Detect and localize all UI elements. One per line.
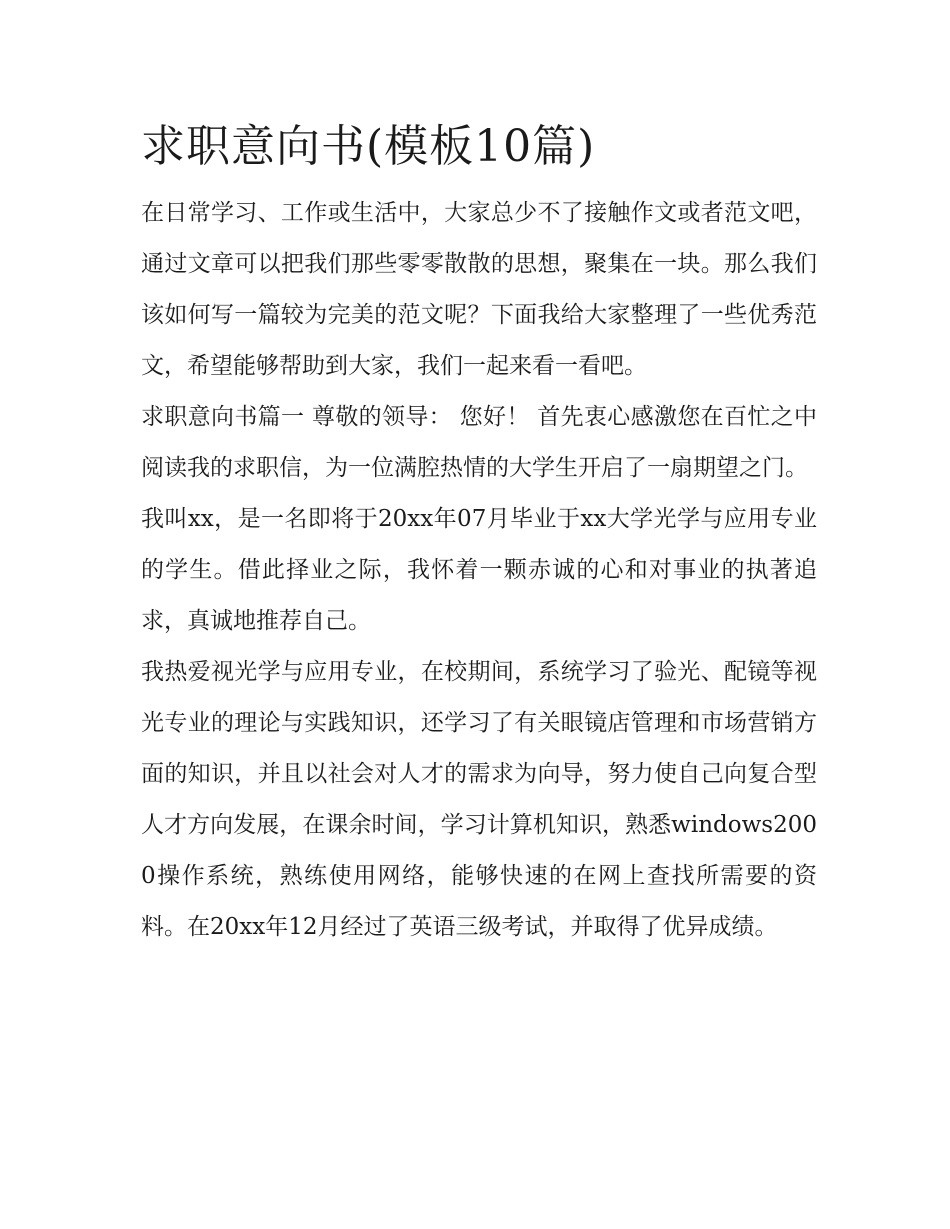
document-body <box>141 118 817 953</box>
paragraph-intro: 在日常学习、工作或生活中，大家总少不了接触作文或者范文吧，通过文章可以把我们那些零零散散的思想，聚集在一块。那么我们该如何写一篇较为完美的范文呢？下面我给大家整理了一些优秀范文，希望能够帮助到大家，我们一起来看一看吧。 <box>141 200 817 379</box>
document-title: 求职意向书(模板10篇) <box>141 121 596 172</box>
paragraph-self-introduction: 我叫xx，是一名即将于20xx年07月毕业于xx大学光学与应用专业的学生。借此择业之际，我怀着一颗赤诚的心和对事业的执著追求，真诚地推荐自己。 <box>141 506 817 634</box>
paragraph-greeting: 求职意向书篇一 尊敬的领导： 您好！ 首先衷心感激您在百忙之中阅读我的求职信，为一位满腔热情的大学生开启了一扇期望之门。 <box>141 404 817 481</box>
paragraph-skills: 我热爱视光学与应用专业，在校期间，系统学习了验光、配镜等视光专业的理论与实践知识，还学习了有关眼镜店管理和市场营销方面的知识，并且以社会对人才的需求为向导，努力使自己向复合型人才方向发展，在课余时间，学习计算机知识，熟悉windows2000操作系统，熟练使用网络，能够快速的在网上查找所需要的资料。在20xx年12月经过了英语三级考试，并取得了优异成绩。 <box>141 659 817 940</box>
